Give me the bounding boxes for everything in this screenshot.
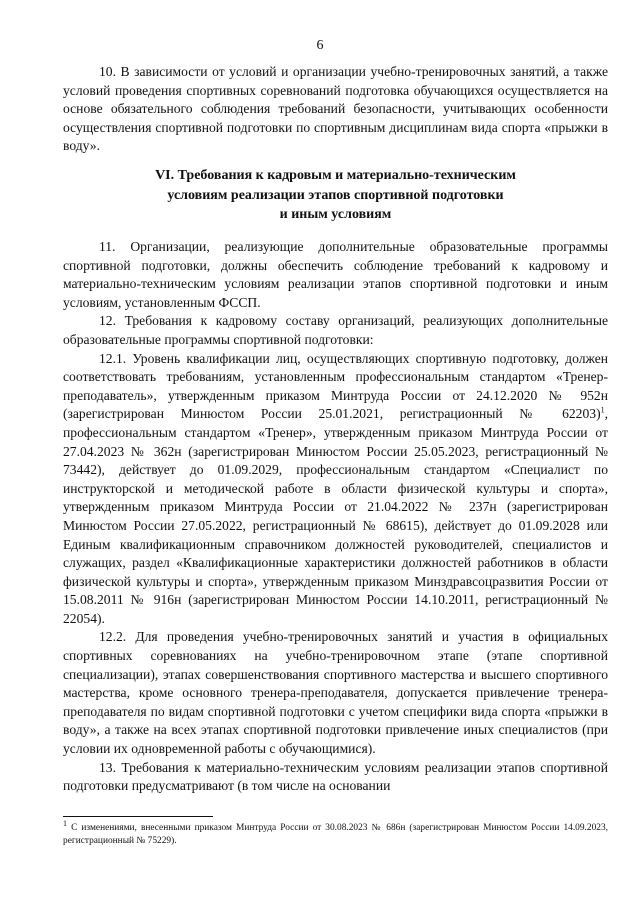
paragraph-10: 10. В зависимости от условий и организации учебно-тренировочных занятий, а также условий проведения спортивных соревнований подготовка обучающихся осуществляется на основе обязательного соблюдения требований безопасности, учитывающих особенности осуществления спортивной подготовки по спортивным дисциплинам вида спорта «прыжки в воду». xyxy=(63,64,608,154)
section-10-block xyxy=(63,63,608,156)
paragraph-12-1-part-a: 12.1. Уровень квалификации лиц, осуществляющих спортивную подготовку, должен соответствовать требованиям, установленным профессиональным стандартом «Тренер-преподаватель», утвержденным приказом Минтруда России от 24.12.2020 № 952н (зарегистрирован Минюстом России 25.01.2021, регистрационный № 62203) xyxy=(63,350,608,422)
paragraph-12-1 xyxy=(63,350,608,629)
paragraph-13: 13. Требования к материально-техническим условиям реализации этапов спортивной подготовки предусматривают (в том числе на основании xyxy=(63,759,608,794)
footnote xyxy=(63,818,608,848)
paragraph-12: 12. Требования к кадровому составу организаций, реализующих дополнительные образовательные программы спортивной подготовки: xyxy=(63,313,608,347)
footnote-reference: 1 xyxy=(600,405,605,415)
section-body xyxy=(63,238,608,796)
paragraph-12-1-part-b: , профессиональным стандартом «Тренер», утвержденным приказом Минтруда России от 27.04.2023 № 362н (зарегистрирован Минюстом России 25.05.2023, регистрационный № 73442), действует до 01.09.2029, профессиональным стандартом «Специалист по инструкторской и методической работе в области физической культуры и спорта», утвержденным приказом Минтруда России от 21.04.2022 № 237н (зарегистрирован Минюстом России 27.05.2022, регистрационный № 68615), действует до 01.09.2028 или Единым квалификационным справочником должностей руководителей, специалистов и служащих, раздел «Квалификационные характеристики должностей работников в области физической культуры и спорта», утвержденным приказом Минздравсоцразвития России от 15.08.2011 № 916н (зарегистрирован Минюстом России 14.10.2011, регистрационный № 22054). xyxy=(63,406,608,626)
footnote-divider xyxy=(63,816,213,817)
footnote-marker: 1 xyxy=(63,818,67,828)
paragraph-12-2: 12.2. Для проведения учебно-тренировочных занятий и участия в официальных спортивных соревнованиях на учебно-тренировочном этапе (этапе спортивной специализации), этапах совершенствования спортивного мастерства и высшего спортивного мастерства, кроме основного тренера-преподавателя, допускается привлечение тренера-преподавателя по видам спортивной подготовки с учетом специфики вида спорта «прыжки в воду», а также на всех этапах спортивной подготовки привлечение иных специалистов (при условии их одновременной работы с обучающимися). xyxy=(63,629,608,757)
heading-line-2: условиям реализации этапов спортивной подготовки xyxy=(167,187,504,203)
footnote-text: С изменениями, внесенными приказом Минтруда России от 30.08.2023 № 686н (зарегистрирован Минюстом России 14.09.2023, регистрационный № 75229). xyxy=(63,823,608,846)
section-heading xyxy=(63,166,608,225)
heading-line-1: VI. Требования к кадровым и материально-техническим xyxy=(155,168,516,183)
page-number: 6 xyxy=(316,38,324,53)
heading-line-3: и иным условиям xyxy=(279,207,392,222)
paragraph-11: 11. Организации, реализующие дополнительные образовательные программы спортивной подготовки, должны обеспечить соблюдение требований к кадровому и материально-техническим условиям реализации этапов спортивной подготовки и иным условиям, установленным ФССП. xyxy=(63,239,608,310)
